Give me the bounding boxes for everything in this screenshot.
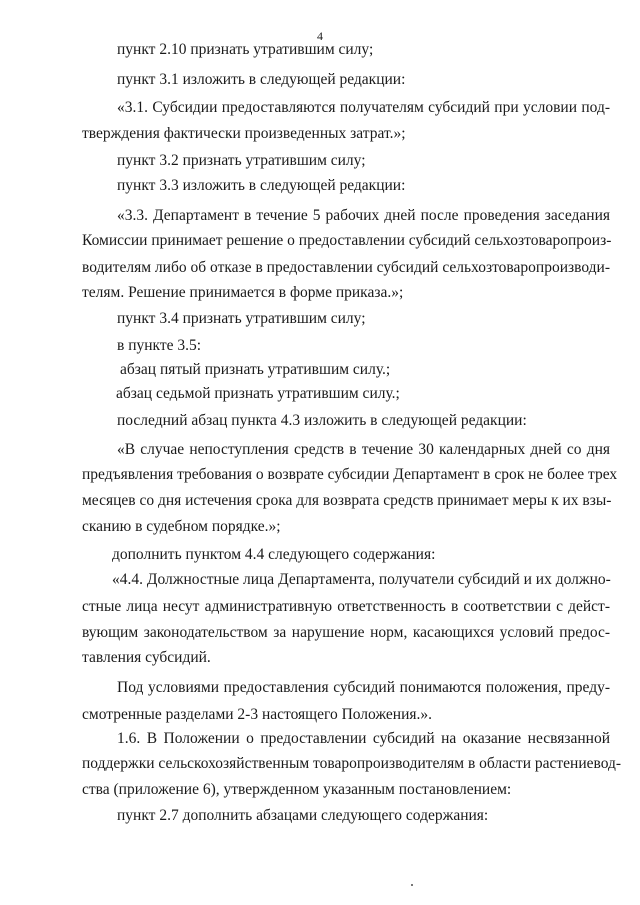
text-line: тавления субсидий. [82, 649, 211, 666]
text-line: телям. Решение принимается в форме приказа.»; [82, 284, 404, 301]
text-line: «3.3. Департамент в течение 5 рабочих дней после проведения заседания [117, 207, 610, 224]
text-line: поддержки сельскохозяйственным товаропроизводителям в области растениевод- [82, 755, 622, 772]
text-line: пункт 2.10 признать утратившим силу; [117, 41, 374, 58]
text-line: предъявления требования о возврате субсидии Департамент в срок не более трех [82, 466, 618, 483]
text-line: в пункте 3.5: [117, 337, 202, 354]
text-line: пункт 3.2 признать утратившим силу; [117, 152, 366, 169]
text-line: сканию в судебном порядке.»; [82, 518, 281, 535]
text-line: водителям либо об отказе в предоставлении субсидий сельхозтоваропроизводи- [82, 259, 610, 276]
text-line: дополнить пунктом 4.4 следующего содержания: [112, 546, 436, 563]
text-line: 1.6. В Положении о предоставлении субсидий на оказание несвязанной [117, 730, 610, 747]
text-line: «В случае непоступления средств в течение 30 календарных дней со дня [117, 441, 610, 458]
text-line: абзац седьмой признать утратившим силу.; [116, 385, 400, 402]
text-line: вующим законодательством за нарушение норм, касающихся условий предос- [82, 624, 610, 641]
text-line: пункт 3.3 изложить в следующей редакции: [117, 177, 406, 194]
text-line: пункт 3.4 признать утратившим силу; [117, 310, 366, 327]
text-line: стные лица несут административную ответственность в соответствии с дейст- [82, 598, 610, 615]
text-line: тверждения фактически произведенных затрат.»; [82, 125, 406, 142]
scan-speck [411, 884, 413, 886]
text-line: месяцев со дня истечения срока для возврата средств принимает меры к их взы- [82, 492, 612, 509]
text-line: «4.4. Должностные лица Департамента, получатели субсидий и их должно- [112, 571, 611, 588]
text-line: «3.1. Субсидии предоставляются получателям субсидий при условии под- [117, 99, 610, 116]
page-number: 4 [317, 29, 323, 43]
text-line: смотренные разделами 2-3 настоящего Положения.». [82, 706, 433, 723]
text-line: пункт 2.7 дополнить абзацами следующего содержания: [117, 807, 489, 824]
text-line: последний абзац пункта 4.3 изложить в следующей редакции: [117, 412, 527, 429]
text-line: Комиссии принимает решение о предоставлении субсидий сельхозтоваропроиз- [82, 232, 612, 249]
text-line: ства (приложение 6), утвержденном указанным постановлением: [82, 781, 512, 798]
text-line: пункт 3.1 изложить в следующей редакции: [117, 71, 406, 88]
text-line: Под условиями предоставления субсидий понимаются положения, преду- [117, 679, 610, 696]
text-line: абзац пятый признать утратившим силу.; [120, 361, 391, 378]
